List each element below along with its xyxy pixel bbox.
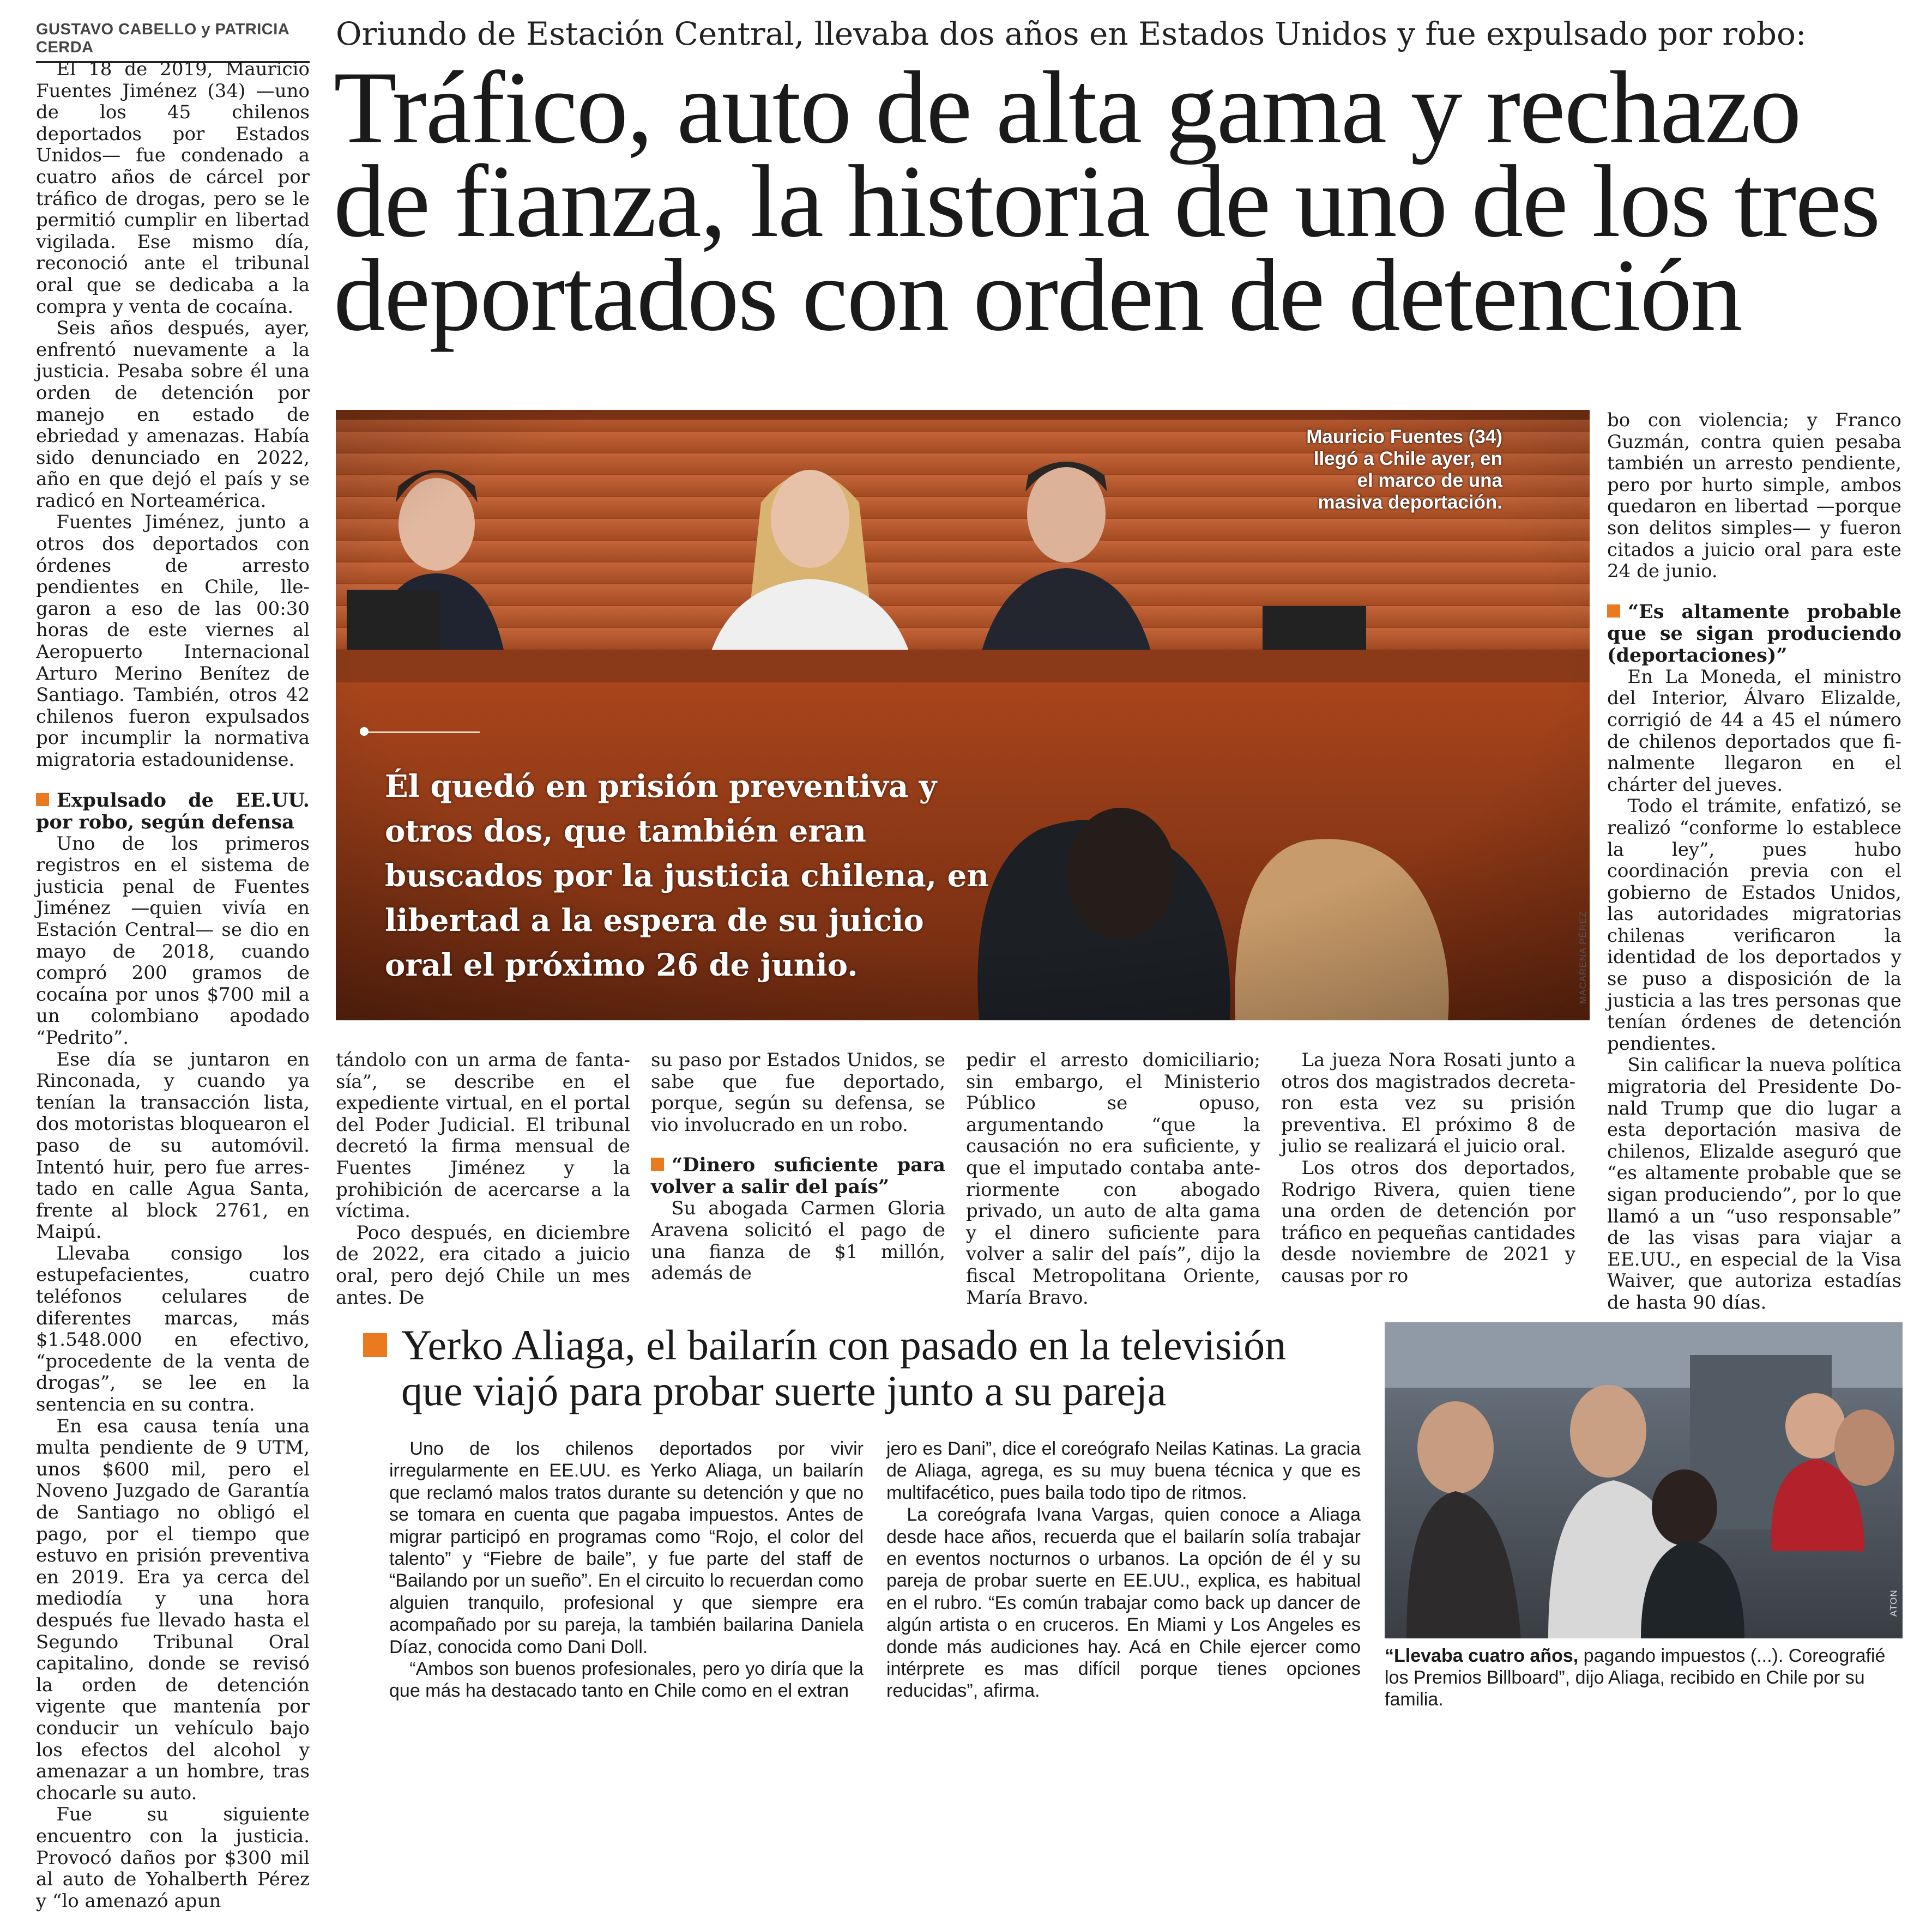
paragraph: pedir el arresto domiciliario; sin embargo, el Ministerio Público se opuso, argumentando “que la causación no era suficiente, y que el imputado contaba anteriormente con abogado privado, un auto de alta gama y el dinero suficiente para volver a salir del país”, dijo la fiscal Metropolitana Oriente, María Bravo. [966, 1049, 1260, 1309]
subhead-expulsado: Expulsado de EE.UU. por robo, según defensa [36, 789, 310, 833]
column-1 [36, 59, 310, 1912]
paragraph: En esa causa tenía una multa pendiente de 9 UTM, unos $600 mil, pero el Noveno Juzgado de Garantía de Santiago no obligó el pago, por el tiempo que estuvo en prisión preventiva en 2019. Era ya cerca del mediodía y una hora después fue llevado hasta el Segundo Tribunal Oral capitalino, donde se revisó la orden de detención vigente que mantenía por conducir un vehículo bajo los efectos del alcohol y amenazar a un hombre, tras chocarle su auto. [36, 1415, 310, 1804]
paragraph: Su abogada Carmen Gloria Aravena solicitó el pago de una fianza de $1 millón, además de [651, 1197, 945, 1285]
sub-story-title-line-2: que viajó para probar suerte junto a su pareja [401, 1367, 1167, 1414]
sub-story-column-b [886, 1438, 1361, 1702]
paragraph: La jueza Nora Rosati junto a otros dos magistrados decretaron esta vez su prisión preventiva. El próximo 8 de julio se realizará el juicio oral. [1281, 1049, 1575, 1158]
column-5 [1281, 1050, 1575, 1287]
paragraph: Poco después, en diciembre de 2022, era citado a juicio oral, pero dejó Chile un mes antes. De [336, 1221, 630, 1309]
byline-block [36, 21, 310, 63]
headline-line-3: deportados con orden de detención [334, 238, 1742, 353]
pull-quote: Él quedó en prisión preventiva y otros dos, que también eran buscados por la justicia chilena, en libertad a la espera de su juicio oral el próximo 26 de junio. [385, 769, 989, 983]
paragraph: Fue su siguiente encuentro con la justicia. Provocó daños por $300 mil al auto de Yohalberth Pérez y “lo amenazó apun [36, 1804, 310, 1912]
orange-square-icon [36, 793, 49, 806]
paragraph: tándolo con un arma de fantasía”, se describe en el expediente virtual, en el portal del Poder Judicial. El tribunal decretó la firma mensual de Fuentes Jiménez y la prohibición de acercarse a la víctima. [336, 1049, 630, 1223]
column-4 [966, 1050, 1260, 1309]
headline [334, 51, 1880, 353]
paragraph: Sin calificar la nueva política migratoria del Presidente Donald Trump que dio lugar a esta deportación masiva de chilenos, Elizalde aseguró que “es altamente probable que se sigan produciendo”, por lo que llamó a un “uso responsable” de las visas para viajar a EE.UU., en especial de la Visa Waiver, que autoriza estadías de hasta 90 días. [1607, 1054, 1901, 1314]
paragraph: Llevaba consigo los estupefacientes, cuatro teléfonos celulares de diferentes marcas, más $1.548.000 en efectivo, “procedente de la venta de drogas”, se lee en la sentencia en su contra. [36, 1242, 310, 1416]
paragraph: Uno de los chilenos deportados por vivir irregularmente en EE.UU. es Yerko Aliaga, un bailarín que reclamó malos tratos durante su detención y que no se tomara en cuenta que pagaba impuestos. Antes de migrar participó en programas como “Rojo, el color del talento” y “Fiebre de baile”, y fue parte del staff de “Bailando por un sueño”. En el circuito lo recuerdan como alguien tranquilo, profesional y que siempre era acompañado por su pareja, la también bailarina Daniela Díaz, conocida como Dani Doll. [389, 1438, 864, 1657]
paragraph: El 18 de 2019, Mauricio Fuentes Jiménez (34) —uno de los 45 chilenos deportados por Estados Unidos— fue condenado a cuatro años de cárcel por tráfico de drogas, pero se le permitió cumplir en libertad vigilada. Ese mismo día, reconoció ante el tribunal oral que se dedicaba a la compra y venta de cocaína. [36, 58, 310, 318]
paragraph: En La Moneda, el ministro del Interior, Álvaro Elizalde, corrigió de 44 a 45 el número de chilenos deportados que finalmente llegaron en el chárter del jueves. [1607, 665, 1901, 796]
sub-photo-caption [1385, 1645, 1903, 1710]
orange-square-icon [651, 1158, 664, 1171]
paragraph: bo con violencia; y Franco Guzmán, contra quien pesaba también un arresto pendiente, pero por hurto simple, ambos quedaron en libertad —porque son delitos simples— y fueron citados a juicio oral para este 24 de junio. [1607, 409, 1901, 583]
orange-square-icon [1607, 604, 1620, 618]
paragraph: Todo el trámite, enfatizó, se realizó “conforme lo establece la ley”, pues hubo coordinación previa con el gobierno de Estados Unidos, las autoridades migratorias chilenas verificaron la identidad de los deportados y se puso a disposición de la justicia a las tres personas que tenían órdenes de detención pendientes. [1607, 795, 1901, 1055]
sub-story-photo [1385, 1322, 1903, 1638]
sub-story-column-a [389, 1438, 864, 1702]
subhead-dinero: “Dinero suficiente para volver a salir del país” [651, 1154, 945, 1199]
column-6 [1607, 410, 1901, 1314]
sub-story-title [363, 1322, 1286, 1414]
paragraph: Los otros dos deportados, Rodrigo Rivera, quien tiene una orden de detención por tráfico en pequeñas cantidades desde noviembre de 2021 y causas por ro [1281, 1157, 1575, 1287]
paragraph: “Ambos son buenos profesionales, pero yo diría que la que más ha destacado tanto en Chile como en el extran [389, 1659, 864, 1702]
sub-photo-caption-rest: pagando impuestos (...). Coreografié los Premios Billboard”, dijo Aliaga, recibido en Chile por su familia. [1385, 1645, 1886, 1710]
paragraph: Uno de los primeros registros en el sistema de justicia penal de Fuentes Jiménez —quien vivía en Estación Central— se dio en mayo de 2018, cuando compró 200 gramos de cocaína por unos $700 mil a un colombiano apodado “Pedrito”. [36, 832, 310, 1049]
sub-photo-credit: ATON [1888, 1589, 1899, 1617]
sub-story-title-line-1: Yerko Aliaga, el bailarín con pasado en la televisión [363, 1322, 1286, 1368]
paragraph: jero es Dani”, dice el coreógrafo Neilas Katinas. La gracia de Aliaga, agrega, es su muy buena técnica y que es multifacético, pues baila todo tipo de ritmos. [886, 1438, 1361, 1503]
photo-caption: Mauricio Fuentes (34) llegó a Chile ayer, en el marco de una masiva deportación. [1306, 426, 1502, 513]
paragraph: su paso por Estados Unidos, se sabe que fue deportado, porque, según su defensa, se vio involucrado en un robo. [651, 1049, 945, 1136]
paragraph: Ese día se juntaron en Rinconada, y cuando ya tenían la transacción lista, dos motoristas bloquearon el paso de su automóvil. Intentó huir, pero fue arrestado en calle Agua Santa, frente al block 2761, en Maipú. [36, 1048, 310, 1243]
airport-family-illustration [1385, 1322, 1903, 1638]
main-photo [336, 410, 1590, 1020]
photo-credit: MACARENA PÉREZ [1578, 911, 1588, 1004]
paragraph: Seis años después, ayer, enfrentó nuevamente a la justicia. Pesaba sobre él una orden de detención por manejo en estado de ebriedad y amenazas. Había sido denunciado en 2022, año en que dejó el país y se radicó en Norteamérica. [36, 317, 310, 512]
headline-line-2: de fianza, la historia de uno de los tres [334, 144, 1880, 259]
paragraph: La coreógrafa Ivana Vargas, quien conoce a Aliaga desde hace años, recuerda que el bailarín solía trabajar en eventos nocturnos o urbanos. La opción de él y su pareja de probar suerte en EE.UU., explica, es habitual en el rubro. “Es común trabajar como back up dancer de algún artista o en cruceros. En Miami y Los Angeles es donde más audiciones hay. Acá en Chile ejercer como intérprete es mas difícil porque tienes opciones reducidas”, afirma. [886, 1504, 1361, 1702]
sub-photo-caption-bold: “Llevaba cuatro años, [1385, 1645, 1579, 1666]
orange-square-icon [363, 1333, 387, 1357]
headline-line-1: Tráfico, auto de alta gama y rechazo [334, 51, 1801, 165]
column-3 [651, 1050, 945, 1285]
subhead-probable: “Es altamente probable que se sigan produciendo (deportaciones)” [1607, 600, 1901, 667]
quote-rule [360, 731, 480, 733]
paragraph: Fuentes Jiménez, junto a otros dos deportados con órdenes de arresto pendientes en Chile, llegaron a eso de las 00:30 horas de este viernes al Aeropuerto Internacional Arturo Merino Benítez de Santiago. También, otros 42 chilenos fueron expulsados por incumplir la normativa migratoria estadounidense. [36, 511, 310, 771]
kicker: Oriundo de Estación Central, llevaba dos años en Estados Unidos y fue expulsado por robo: [336, 15, 1807, 52]
byline: GUSTAVO CABELLO y PATRICIA CERDA [36, 21, 289, 56]
quote-dot-icon [360, 727, 369, 736]
column-2 [336, 1050, 630, 1309]
